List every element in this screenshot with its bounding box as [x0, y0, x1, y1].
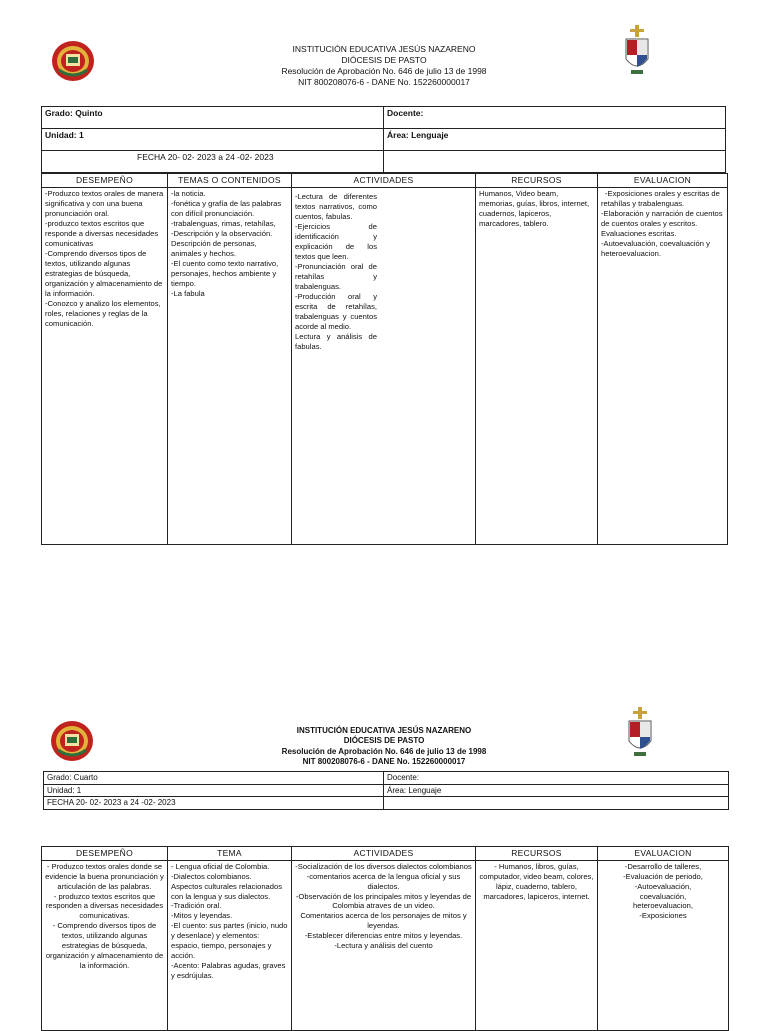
recursos-cell — [476, 861, 598, 1031]
col-evaluacion-header: EVALUACION — [598, 847, 729, 861]
school-seal-logo — [51, 40, 95, 82]
nit-line: NIT 800208076-6 - DANE No. 152260000017 — [302, 757, 466, 767]
list-item: - Lengua oficial de Colombia. — [171, 862, 270, 872]
area-cell: Área: Lenguaje — [384, 129, 726, 151]
grade-cell: Grado: Quinto — [42, 107, 384, 129]
list-item: heteroevaluacion, — [633, 901, 693, 911]
list-item: coevaluación, — [639, 891, 687, 901]
list-item: -Elaboración y narración de cuentos de cuentos orales y escritos. — [601, 209, 723, 229]
grade-cell: Grado: Cuarto — [44, 772, 384, 785]
area-cell: Área: Lenguaje — [384, 784, 729, 797]
tema-cell — [168, 861, 292, 1031]
list-item: -Desarrollo de talleres, — [624, 862, 702, 872]
unit-cell: Unidad: 1 — [42, 129, 384, 151]
evaluacion-cell — [598, 861, 729, 1031]
date-cell: FECHA 20- 02- 2023 a 24 -02- 2023 — [42, 151, 384, 173]
list-item: -La fabula — [171, 289, 205, 299]
list-item: - produzco textos escritos que responden a diversas necesidades comunicativas. — [45, 891, 164, 921]
col-temas-header: TEMAS O CONTENIDOS — [168, 174, 292, 188]
list-item: -Exposiciones — [639, 911, 687, 921]
crest-logo — [625, 707, 655, 759]
unit-cell: Unidad: 1 — [44, 784, 384, 797]
diocese-name: DIÓCESIS DE PASTO — [341, 55, 427, 66]
nit-line: NIT 800208076-6 - DANE No. 152260000017 — [298, 77, 470, 88]
resources-text: Humanos, Video beam, memorias, guías, libros, internet, cuadernos, lapiceros, marcadores, tablero. — [479, 189, 590, 229]
list-item: -Autoevaluación, coevaluación y heteroevaluacion. — [601, 239, 710, 259]
list-item: -Lectura y análisis del cuento — [334, 940, 433, 950]
list-item: - Comprendo diversos tipos de textos, utilizando algunas estrategias de búsqueda, organización y almacenamiento de la información. — [45, 921, 164, 970]
list-item: Descripción de personas, animales y hechos. — [171, 239, 257, 259]
teacher-cell: Docente: — [384, 772, 729, 785]
list-item: -Pronunciación oral de retahílas y trabalenguas. — [295, 262, 377, 292]
col-recursos-header: RECURSOS — [476, 174, 598, 188]
list-item: -Dialectos colombianos. — [171, 871, 252, 881]
list-item: -fonética y grafía de las palabras con difícil pronunciación. — [171, 199, 282, 219]
unit-info-table-2 — [43, 771, 729, 810]
list-item: -produzco textos escritos que responde a diversas necesidades comunicativas — [45, 219, 159, 249]
col-actividades-header: ACTIVIDADES — [292, 174, 476, 188]
list-item: -Acento: Palabras agudas, graves y esdrújulas. — [171, 960, 286, 980]
lesson-plan-table-1 — [41, 173, 728, 545]
lesson-plan-table-2 — [41, 846, 729, 1031]
resolution-line: Resolución de Aprobación No. 646 de julio 13 de 1998 — [281, 66, 487, 77]
col-tema-header: TEMA — [168, 847, 292, 861]
list-item: -Mitos y leyendas. — [171, 911, 233, 921]
col-evaluacion-header: EVALUACION — [598, 174, 728, 188]
empty-cell — [384, 797, 729, 810]
institution-name: INSTITUCIÓN EDUCATIVA JESÚS NAZARENO — [292, 44, 476, 54]
list-item: -Conozco y analizo los elementos, roles, relaciones y reglas de la comunicación. — [45, 299, 161, 329]
resources-text: - Humanos, libros, guías, computador, video beam, colores, lápiz, cuaderno, tablero, marcadores, lapiceros, internet. — [479, 862, 594, 901]
temas-cell — [168, 188, 292, 545]
date-cell: FECHA 20- 02- 2023 a 24 -02- 2023 — [44, 797, 384, 810]
list-item: Comentarios acerca de los personajes de mitos y leyendas. — [300, 911, 467, 931]
col-actividades-header: ACTIVIDADES — [292, 847, 476, 861]
list-item: -Observación de los principales mitos y leyendas de Colombia atraves de un video. — [295, 891, 472, 911]
list-item: -Establecer diferencias entre mitos y leyendas. — [304, 931, 463, 941]
list-item: -Comprendo diversos tipos de textos, utilizando algunas estrategias de búsqueda, organización y almacenamiento de la información. — [45, 249, 163, 299]
list-item: -comentarios acerca de la lengua oficial y sus dialectos. — [306, 871, 461, 891]
list-item: -Tradición oral. — [171, 901, 222, 911]
list-item: -Socialización de los diversos dialectos colombianos — [295, 862, 472, 872]
col-desempeno-header: DESEMPEÑO — [42, 174, 168, 188]
desempeno-cell — [42, 861, 168, 1031]
list-item: -Exposiciones orales y escritas de retahílas y trabalenguas. — [601, 189, 720, 209]
evaluacion-cell — [598, 188, 728, 545]
list-item: -Evaluación de periodo, — [623, 871, 703, 881]
list-item: - Produzco textos orales donde se evidencie la buena pronunciación y articulación de las palabras. — [45, 862, 164, 891]
col-recursos-header: RECURSOS — [476, 847, 598, 861]
list-item: -El cuento como texto narrativo, personajes, hechos ambiente y tiempo. — [171, 259, 279, 289]
list-item: -Produzco textos orales de manera significativa y con una buena pronunciación oral. — [45, 189, 164, 219]
list-item: -trabalenguas, rimas, retahílas, — [171, 219, 276, 229]
list-item: -Lectura de diferentes textos narrativos, como cuentos, fabulas. — [295, 192, 377, 222]
list-item: -Ejercicios de identificación y explicación de los textos que leen. — [295, 222, 377, 262]
list-item: Aspectos culturales relacionados con la lengua y sus dialectos. — [171, 881, 283, 901]
recursos-cell — [476, 188, 598, 545]
desempeno-cell — [42, 188, 168, 545]
actividades-cell — [292, 188, 476, 545]
institution-name: INSTITUCIÓN EDUCATIVA JESÚS NAZARENO — [296, 726, 472, 735]
list-item: -Autoevaluación, — [634, 881, 692, 891]
col-desempeno-header: DESEMPEÑO — [42, 847, 168, 861]
school-seal-logo — [50, 720, 94, 762]
empty-cell — [384, 151, 726, 173]
unit-info-table-1 — [41, 106, 726, 173]
list-item: -Producción oral y escrita de retahílas, trabalenguas y cuentos acorde al medio. — [295, 292, 377, 332]
list-item: -Descripción y la observación. — [171, 229, 273, 239]
list-item: Evaluaciones escritas. — [601, 229, 677, 239]
list-item: Lectura y análisis de fabulas. — [295, 332, 377, 352]
actividades-cell — [292, 861, 476, 1031]
resolution-line: Resolución de Aprobación No. 646 de julio 13 de 1998 — [281, 746, 487, 756]
crest-logo — [622, 25, 652, 77]
teacher-cell: Docente: — [384, 107, 726, 129]
list-item: -El cuento: sus partes (inicio, nudo y desenlace) y elementos: espacio, tiempo, personajes y acción. — [171, 921, 288, 960]
list-item: -la noticia. — [171, 189, 206, 199]
diocese-name: DIÓCESIS DE PASTO — [343, 736, 425, 746]
